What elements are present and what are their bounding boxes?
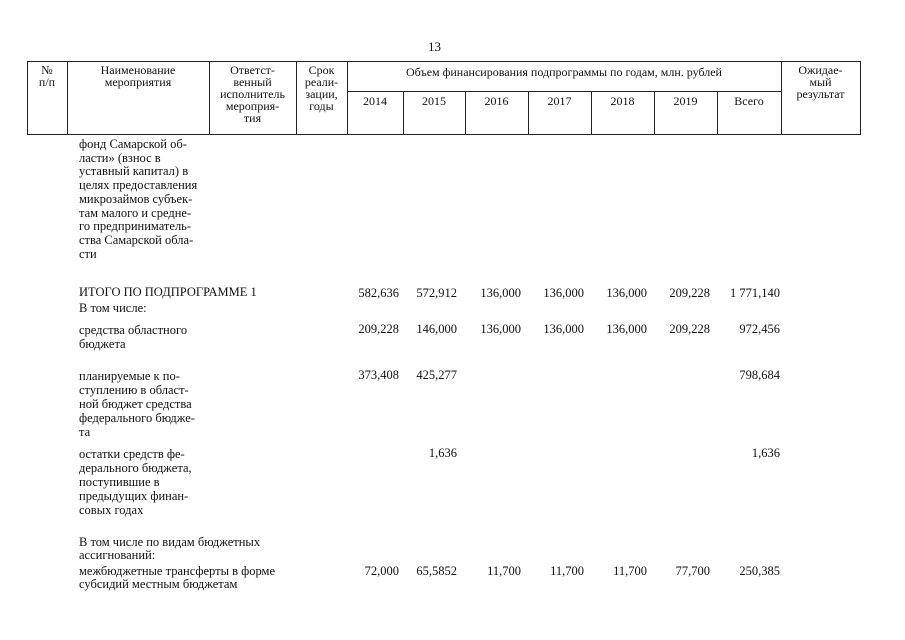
header-line: № [41,63,53,77]
transfers-2014: 72,000 [364,564,399,578]
header-finance: Объем финансирования подпрограммы по годам, млн. рублей [406,65,722,79]
text-line: ступлению в област- [79,383,189,397]
text-line: дерального бюджета, [79,461,192,475]
header-term [296,64,347,112]
header-line: Ответст- [230,63,275,77]
text-line: остатки средств фе- [79,447,185,461]
federal-label [79,369,206,439]
header-total: Всего [734,94,764,108]
regional-2017: 136,000 [543,322,584,336]
page-number: 13 [428,39,441,54]
text-line: бюджета [79,337,126,351]
regional-2016: 136,000 [480,322,521,336]
transfers-2019: 77,700 [675,564,710,578]
remains-all: 1,636 [751,446,780,460]
total-2016: 136,000 [480,286,521,300]
regional-2014: 209,228 [358,322,399,336]
header-line: тия [243,111,262,125]
fund-description [79,138,206,261]
text-line: та [79,425,91,439]
total-2015: 572,912 [416,286,457,300]
header-year: 2014 [363,94,387,108]
federal-2014: 373,408 [358,368,399,382]
total-label: ИТОГО ПО ПОДПРОГРАММЕ 1 [79,285,257,299]
transfers-all: 250,385 [739,564,780,578]
transfers-2015: 65,5852 [416,564,457,578]
transfers-2017: 11,700 [550,564,584,578]
header-line: мероприятия [104,75,172,89]
text-line: фонд Самарской об- [79,137,187,151]
text-line: уставный капитал) в [79,164,189,179]
regional-label [79,323,206,351]
header-line: Наименование [100,63,176,77]
total-2014: 582,636 [358,286,399,300]
header-name [67,64,209,88]
text-line: там малого и средне- [79,205,192,220]
header-line: мероприя- [225,99,280,113]
transfers-2018: 11,700 [613,564,647,578]
text-line: средства областного [79,323,188,337]
header-year: 2019 [673,94,698,108]
text-line: поступившие в [79,475,160,489]
text-line: планируемые к по- [79,369,180,383]
col-border [860,61,861,135]
header-line: зации, [305,87,338,101]
regional-2019: 209,228 [669,322,710,336]
by-types-label [79,536,309,562]
text-line: федерального бюдже- [79,411,195,425]
total-2018: 136,000 [606,286,647,300]
header-line: результат [796,87,845,101]
text-line: межбюджетные трансферты в форме [79,564,276,578]
federal-2015: 425,277 [416,368,457,382]
header-line: годы [309,99,334,113]
header-bottom-border [27,134,861,135]
header-year: 2016 [484,94,509,108]
regional-2018: 136,000 [606,322,647,336]
remains-2015: 1,636 [428,446,457,460]
header-line: Срок [308,63,335,77]
including-label: В том числе: [79,301,147,315]
text-line: В том числе по видам бюджетных [79,535,261,549]
header-num [27,64,67,88]
header-line: мый [809,75,832,89]
header-year: 2017 [547,94,572,108]
text-line: ной бюджет средства [79,397,192,411]
header-line: п/п [38,75,56,89]
text-line: ассигнований: [79,548,156,562]
text-line: ства Самарской обла- [79,232,194,247]
text-line: микрозаймов субъек- [79,191,193,206]
text-line: го предприниматель- [79,219,192,234]
text-line: предыдущих финан- [79,489,189,503]
remains-label [79,447,206,517]
total-2019: 209,228 [669,286,710,300]
header-line: Ожидае- [798,63,843,77]
total-all: 1 771,140 [730,286,780,300]
text-line: субсидий местным бюджетам [79,577,238,591]
header-result [781,64,860,100]
transfers-2016: 11,700 [487,564,521,578]
transfers-label [79,565,319,591]
header-top-border [27,61,861,62]
text-line: сти [79,246,97,261]
header-line: исполнитель [220,87,285,101]
regional-all: 972,456 [739,322,780,336]
header-line: венный [233,75,272,89]
text-line: совых годах [79,503,144,517]
text-line: целях предоставления [79,178,198,193]
header-line: реали- [304,75,339,89]
header-year: 2018 [610,94,635,108]
federal-all: 798,684 [739,368,780,382]
header-year: 2015 [422,94,446,108]
years-divider [347,91,781,92]
total-2017: 136,000 [543,286,584,300]
regional-2015: 146,000 [416,322,457,336]
header-executor [209,64,296,124]
text-line: ласти» (взнос в [79,150,161,165]
